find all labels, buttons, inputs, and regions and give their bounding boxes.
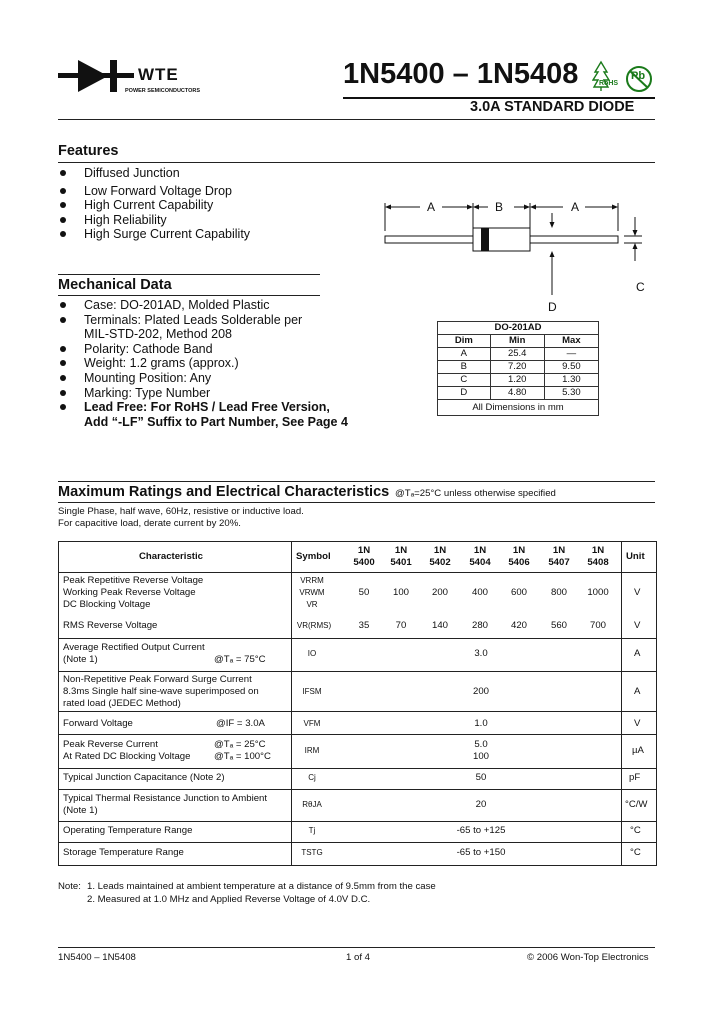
char-label: Forward Voltage xyxy=(63,718,133,729)
char-label: rated load (JEDEC Method) xyxy=(63,698,181,709)
value: 800 xyxy=(550,587,567,598)
char-label: Working Peak Reverse Voltage xyxy=(63,587,196,598)
value: 1000 xyxy=(587,587,609,598)
condition: @IF = 3.0A xyxy=(216,718,265,729)
list-item: High Surge Current Capability xyxy=(58,227,250,242)
part-col: 1N 5404 xyxy=(469,545,491,568)
table-row xyxy=(438,348,599,361)
unit: °C xyxy=(630,847,641,858)
pb-label: Pb xyxy=(631,70,646,82)
value: 200 xyxy=(431,587,448,598)
list-item: Lead Free: For RoHS / Lead Free Version, xyxy=(58,400,348,415)
col-symbol: Symbol xyxy=(296,551,331,562)
dim-cell: A xyxy=(438,348,491,361)
mechanical-title: Mechanical Data xyxy=(58,277,172,293)
ratings-table xyxy=(58,541,657,866)
list-item: Marking: Type Number xyxy=(58,386,348,401)
table-row xyxy=(438,387,599,400)
list-item: MIL-STD-202, Method 208 xyxy=(84,327,232,342)
brand-logo: WTE xyxy=(138,65,179,84)
list-item: High Reliability xyxy=(58,213,250,228)
dim-label-c: C xyxy=(636,280,645,294)
list-item: High Current Capability xyxy=(58,198,250,213)
char-label: Peak Reverse Current xyxy=(63,739,158,750)
unit: V xyxy=(634,718,641,729)
notes-prefix: Note: xyxy=(58,881,81,892)
value: 280 xyxy=(471,620,488,631)
unit: A xyxy=(634,686,641,697)
table-row xyxy=(438,361,599,374)
unit: V xyxy=(634,587,641,598)
value: 20 xyxy=(475,799,487,810)
footer-copyright: © 2006 Won-Top Electronics xyxy=(527,952,649,963)
dim-label-d: D xyxy=(548,300,557,314)
rohs-tree-icon xyxy=(592,60,618,94)
list-item: Mounting Position: Any xyxy=(58,371,348,386)
note-1: 1. Leads maintained at ambient temperature at a distance of 9.5mm from the case xyxy=(87,881,436,892)
value: 5.0 xyxy=(474,739,488,750)
value: 560 xyxy=(550,620,567,631)
features-list xyxy=(58,166,250,242)
part-col: 1N 5402 xyxy=(429,545,451,568)
header-bottom-rule xyxy=(58,119,655,120)
char-label: At Rated DC Blocking Voltage xyxy=(63,751,191,762)
ratings-note-1: Single Phase, half wave, 60Hz, resistive or inductive load. xyxy=(58,506,304,517)
value: 3.0 xyxy=(474,648,488,659)
mechanical-top-rule xyxy=(58,274,320,275)
dim-label-a: A xyxy=(571,200,580,214)
char-label: (Note 1) xyxy=(63,654,98,665)
unit: °C xyxy=(630,825,641,836)
mechanical-list xyxy=(58,298,348,429)
symbol: VRRM xyxy=(300,576,324,585)
value: 50 xyxy=(358,587,370,598)
ratings-condition: @Tₐ=25°C unless otherwise specified xyxy=(395,488,556,499)
symbol: VRWM xyxy=(299,588,325,597)
unit: A xyxy=(634,648,641,659)
value: 200 xyxy=(472,686,489,697)
dim-label-b: B xyxy=(495,200,504,214)
dim-cell: — xyxy=(544,348,598,361)
features-rule xyxy=(58,162,655,163)
value: 50 xyxy=(475,772,487,783)
dim-cell: C xyxy=(438,374,491,387)
dim-header: Min xyxy=(490,335,544,348)
value: -65 to +125 xyxy=(456,825,506,836)
char-label: DC Blocking Voltage xyxy=(63,599,151,610)
value: 700 xyxy=(589,620,606,631)
ratings-note-2: For capacitive load, derate current by 20%. xyxy=(58,518,241,529)
unit: pF xyxy=(629,772,641,783)
table-row xyxy=(438,374,599,387)
dim-table-footer: All Dimensions in mm xyxy=(438,400,599,416)
part-col: 1N 5407 xyxy=(548,545,570,568)
symbol: VR xyxy=(306,600,318,609)
symbol: Cj xyxy=(308,773,316,782)
part-col: 1N 5408 xyxy=(587,545,609,568)
char-label: Typical Thermal Resistance Junction to Ambient xyxy=(63,793,268,804)
dim-header: Dim xyxy=(438,335,491,348)
note-2: 2. Measured at 1.0 MHz and Applied Reverse Voltage of 4.0V D.C. xyxy=(87,894,371,905)
char-label: Peak Repetitive Reverse Voltage xyxy=(63,575,204,586)
ratings-rule xyxy=(58,502,655,503)
part-subtitle: 3.0A STANDARD DIODE xyxy=(470,99,635,115)
ratings-top-rule xyxy=(58,481,655,482)
col-unit: Unit xyxy=(626,551,645,562)
value: 400 xyxy=(471,587,488,598)
list-item: Diffused Junction xyxy=(58,166,250,181)
list-item: Low Forward Voltage Drop xyxy=(58,184,250,199)
condition: @Tₐ = 100°C xyxy=(214,751,271,762)
cathode-band xyxy=(481,228,489,251)
dim-cell: 9.50 xyxy=(544,361,598,374)
char-label: Non-Repetitive Peak Forward Surge Current xyxy=(63,674,252,685)
symbol: IRM xyxy=(304,746,320,755)
value: 140 xyxy=(431,620,448,631)
unit: µA xyxy=(632,745,644,756)
char-label: RMS Reverse Voltage xyxy=(63,620,158,631)
value: 1.0 xyxy=(474,718,488,729)
ratings-title: Maximum Ratings and Electrical Characteristics xyxy=(58,484,390,500)
footer-left: 1N5400 – 1N5408 xyxy=(58,952,136,963)
char-label: Average Rectified Output Current xyxy=(63,642,205,653)
dim-label-a: A xyxy=(427,200,436,214)
rohs-label: RoHS xyxy=(599,80,619,87)
dim-cell: 7.20 xyxy=(490,361,544,374)
char-label: Typical Junction Capacitance (Note 2) xyxy=(63,772,225,783)
char-label: Storage Temperature Range xyxy=(63,847,184,858)
value: 70 xyxy=(395,620,407,631)
dim-cell: B xyxy=(438,361,491,374)
value: 600 xyxy=(510,587,527,598)
dim-cell: D xyxy=(438,387,491,400)
value: 100 xyxy=(392,587,409,598)
list-item: Polarity: Cathode Band xyxy=(58,342,348,357)
dim-cell: 4.80 xyxy=(490,387,544,400)
list-item: Terminals: Plated Leads Solderable per xyxy=(58,313,348,328)
dim-cell: 5.30 xyxy=(544,387,598,400)
symbol: Tj xyxy=(308,826,316,835)
part-title: 1N5400 – 1N5408 xyxy=(343,58,579,90)
value: 100 xyxy=(472,751,489,762)
condition: @Tₐ = 75°C xyxy=(214,654,266,665)
diode-logo-icon xyxy=(58,58,134,94)
package-diagram xyxy=(380,195,660,315)
char-label: (Note 1) xyxy=(63,805,98,816)
symbol: IO xyxy=(307,649,317,658)
char-label: Operating Temperature Range xyxy=(63,825,193,836)
list-item: Case: DO-201AD, Molded Plastic xyxy=(58,298,348,313)
symbol: VR(RMS) xyxy=(296,621,332,630)
part-col: 1N 5401 xyxy=(390,545,412,568)
symbol: IFSM xyxy=(302,687,322,696)
brand-subtitle: POWER SEMICONDUCTORS xyxy=(125,88,201,94)
char-label: 8.3ms Single half sine-wave superimposed on xyxy=(63,686,259,697)
condition: @Tₐ = 25°C xyxy=(214,739,266,750)
value: 35 xyxy=(358,620,370,631)
unit: V xyxy=(634,620,641,631)
mechanical-rule xyxy=(58,295,320,296)
symbol: TSTG xyxy=(301,848,323,857)
dim-cell: 25.4 xyxy=(490,348,544,361)
unit: °C/W xyxy=(625,799,648,810)
symbol: VFM xyxy=(303,719,321,728)
part-col: 1N 5400 xyxy=(353,545,375,568)
features-title: Features xyxy=(58,143,119,159)
footer-rule xyxy=(58,947,655,948)
page-number: 1 of 4 xyxy=(346,952,371,963)
symbol: RθJA xyxy=(302,800,322,809)
dimension-table xyxy=(437,321,599,416)
dim-cell: 1.30 xyxy=(544,374,598,387)
part-col: 1N 5406 xyxy=(508,545,530,568)
dim-cell: 1.20 xyxy=(490,374,544,387)
list-item: Add “-LF” Suffix to Part Number, See Page 4 xyxy=(84,414,348,429)
value: 420 xyxy=(510,620,527,631)
value: -65 to +150 xyxy=(456,847,506,858)
col-characteristic: Characteristic xyxy=(139,551,203,562)
dim-table-title: DO-201AD xyxy=(438,322,599,335)
list-item: Weight: 1.2 grams (approx.) xyxy=(58,356,348,371)
dim-header: Max xyxy=(544,335,598,348)
